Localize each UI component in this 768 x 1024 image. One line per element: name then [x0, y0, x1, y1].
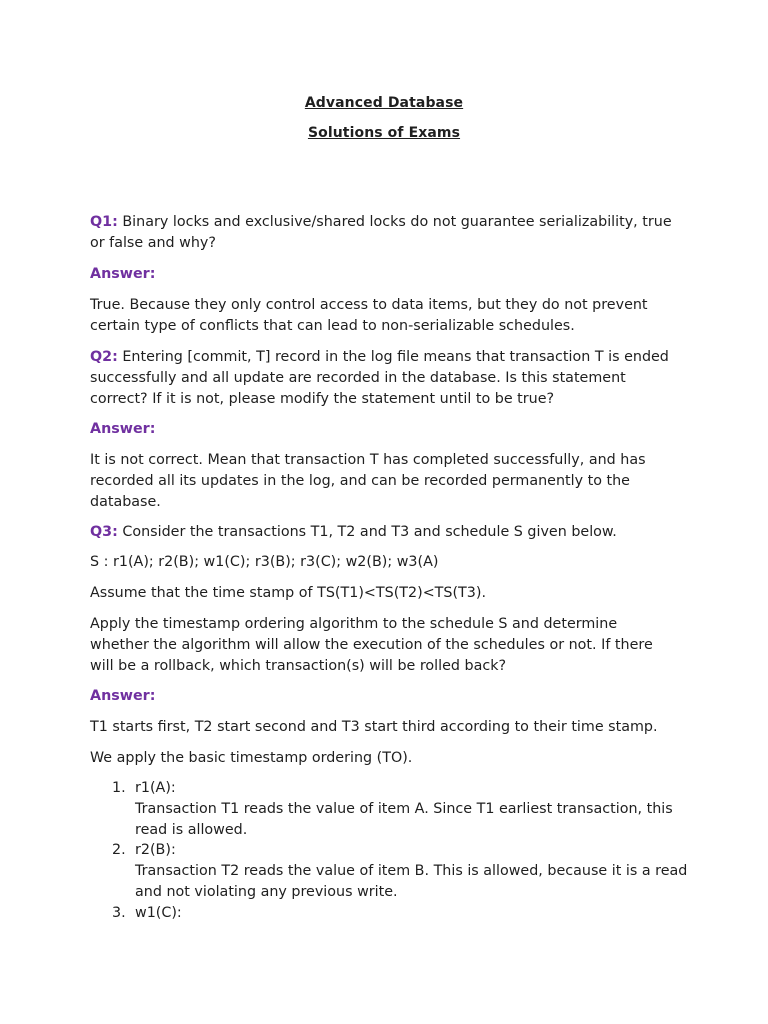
q1-paragraph — [90, 212, 680, 254]
q3-paragraph — [90, 522, 680, 543]
list-item: 2. r2(B): Transaction T2 reads the value of item B. This is allowed, because it is a read and not violating any previous write. — [90, 840, 690, 902]
step-operation: w1(C): — [135, 904, 182, 921]
q1-text: Binary locks and exclusive/shared locks do not guarantee serializability, true or false and why? — [90, 214, 672, 251]
q3-label: Q3: — [90, 524, 118, 540]
list-item: 1. r1(A): Transaction T1 reads the value of item A. Since T1 earliest transaction, this read is allowed. — [90, 778, 690, 840]
q2-text: Entering [commit, T] record in the log file means that transaction T is ended successfully and all update are recorded in the database. Is this statement correct? If it is not, please modify the statement until to be true? — [90, 349, 669, 407]
q3-answer-method: We apply the basic timestamp ordering (TO). — [90, 750, 413, 766]
document-title: Advanced Database — [304, 95, 464, 111]
step-description: Transaction T1 reads the value of item A. Since T1 earliest transaction, this read is allowed. — [135, 800, 673, 838]
step-operation: r1(A): — [135, 780, 176, 796]
step-description: Transaction T2 reads the value of item B. This is allowed, because it is a read and not violating any previous write. — [135, 863, 688, 900]
q3-answer-intro: T1 starts first, T2 start second and T3 start third according to their time stamp. — [90, 719, 658, 735]
q1-label: Q1: — [90, 214, 118, 230]
q3-task: Apply the timestamp ordering algorithm to the schedule S and determine whether the algorithm will allow the execution of the schedules or not. If there will be a rollback, which transaction(s) will be rolled back? — [90, 616, 653, 674]
q3-assumption: Assume that the time stamp of TS(T1)<TS(T2)<TS(T3). — [90, 585, 487, 601]
q2-answer: It is not correct. Mean that transaction T has completed successfully, and has recorded all its updates in the log, and can be recorded permanently to the database. — [90, 452, 646, 510]
q2-answer-label: Answer: — [90, 421, 156, 437]
q3-text: Consider the transactions T1, T2 and T3 and schedule S given below. — [117, 524, 617, 540]
step-operation: r2(B): — [135, 842, 176, 859]
q2-paragraph — [90, 347, 680, 409]
q3-answer-label: Answer: — [90, 688, 156, 704]
q1-answer: True. Because they only control access to data items, but they do not prevent certain type of conflicts that can lead to non-serializable schedules. — [90, 297, 648, 334]
q1-answer-label: Answer: — [90, 266, 156, 282]
list-item: 3. w1(C): — [90, 903, 690, 924]
q3-schedule: S : r1(A); r2(B); w1(C); r3(B); r3(C); w2(B); w3(A) — [90, 554, 439, 570]
q3-steps-list — [90, 778, 690, 924]
document-subtitle: Solutions of Exams — [307, 125, 461, 141]
q2-label: Q2: — [90, 349, 118, 365]
